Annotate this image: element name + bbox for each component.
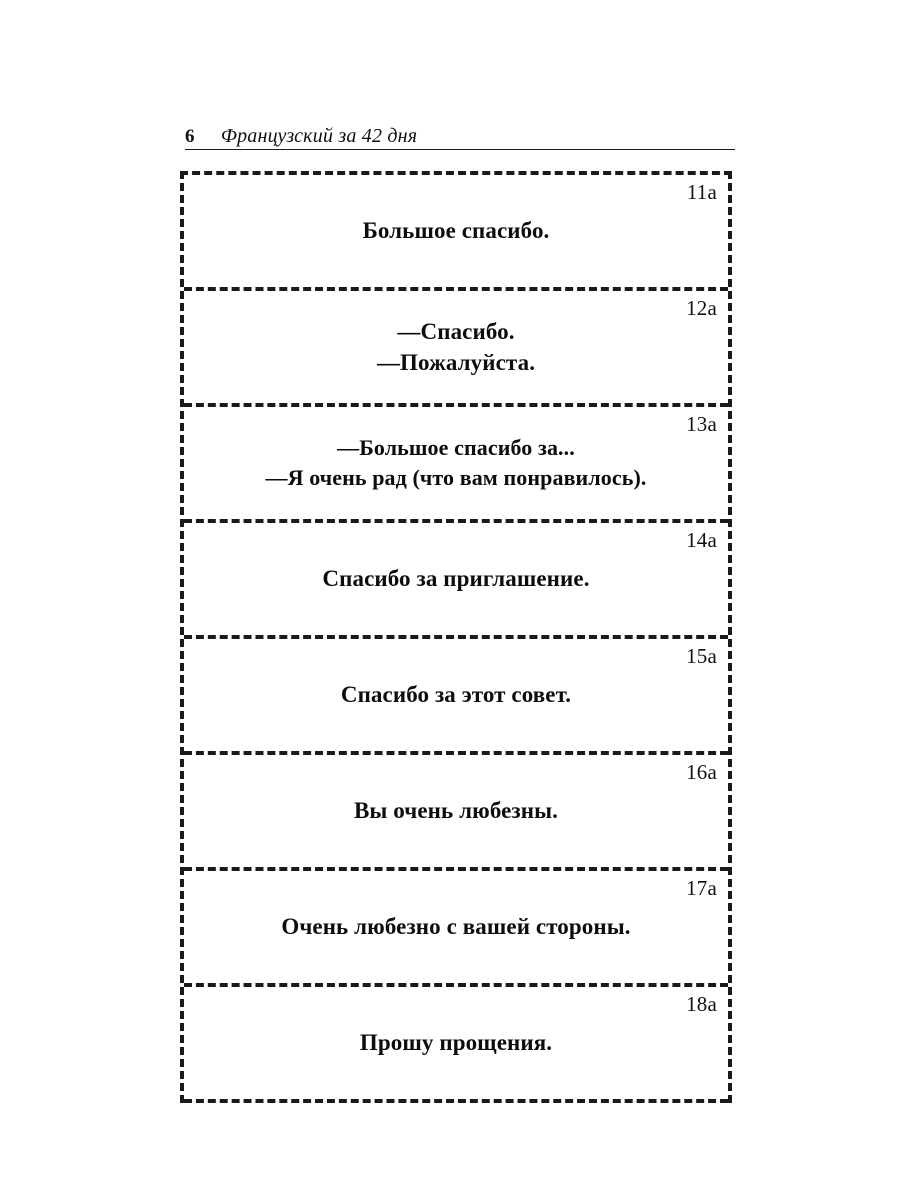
phrase-line: —Я очень рад (что вам понравилось).	[265, 465, 647, 490]
phrase-card-text	[184, 912, 728, 942]
page-number: 6	[185, 126, 195, 147]
phrase-card-label: 11a	[686, 180, 717, 204]
phrase-line: —Спасибо.	[397, 318, 515, 344]
phrase-card	[184, 871, 728, 987]
book-title: Французский за 42 дня	[220, 125, 418, 147]
phrase-card	[184, 175, 728, 291]
phrase-card-label: 17a	[686, 876, 717, 900]
phrase-line: —Большое спасибо за...	[337, 435, 575, 461]
phrase-line: Прошу прощения.	[359, 1029, 553, 1055]
phrase-card-text	[184, 216, 728, 246]
phrase-card	[184, 291, 728, 407]
phrase-card	[184, 987, 728, 1103]
phrase-card-label: 14a	[686, 528, 717, 552]
phrase-line: —Пожалуйста.	[376, 350, 536, 375]
phrase-card-text	[184, 433, 728, 493]
phrase-card-stack	[180, 171, 732, 1103]
phrase-card-text	[184, 796, 728, 826]
phrase-card-text	[184, 680, 728, 710]
phrase-line: Очень любезно с вашей стороны.	[281, 913, 631, 939]
phrase-card	[184, 639, 728, 755]
phrase-card	[184, 523, 728, 639]
phrase-line: Вы очень любезны.	[353, 797, 559, 823]
phrase-card-label: 13a	[686, 412, 717, 436]
phrase-card-label: 12a	[686, 296, 717, 320]
phrase-card	[184, 407, 728, 523]
phrase-card-label: 15a	[686, 644, 717, 668]
phrase-card-text	[184, 1028, 728, 1058]
phrase-line: Большое спасибо.	[362, 217, 550, 243]
phrase-card	[184, 755, 728, 871]
phrase-card-label: 16a	[686, 760, 717, 784]
phrase-card-text	[184, 564, 728, 594]
phrase-card-text	[184, 316, 728, 379]
phrase-line: Спасибо за приглашение.	[322, 565, 590, 591]
running-head	[185, 118, 735, 150]
phrase-line: Спасибо за этот совет.	[340, 681, 572, 707]
phrase-card-label: 18a	[686, 992, 717, 1016]
